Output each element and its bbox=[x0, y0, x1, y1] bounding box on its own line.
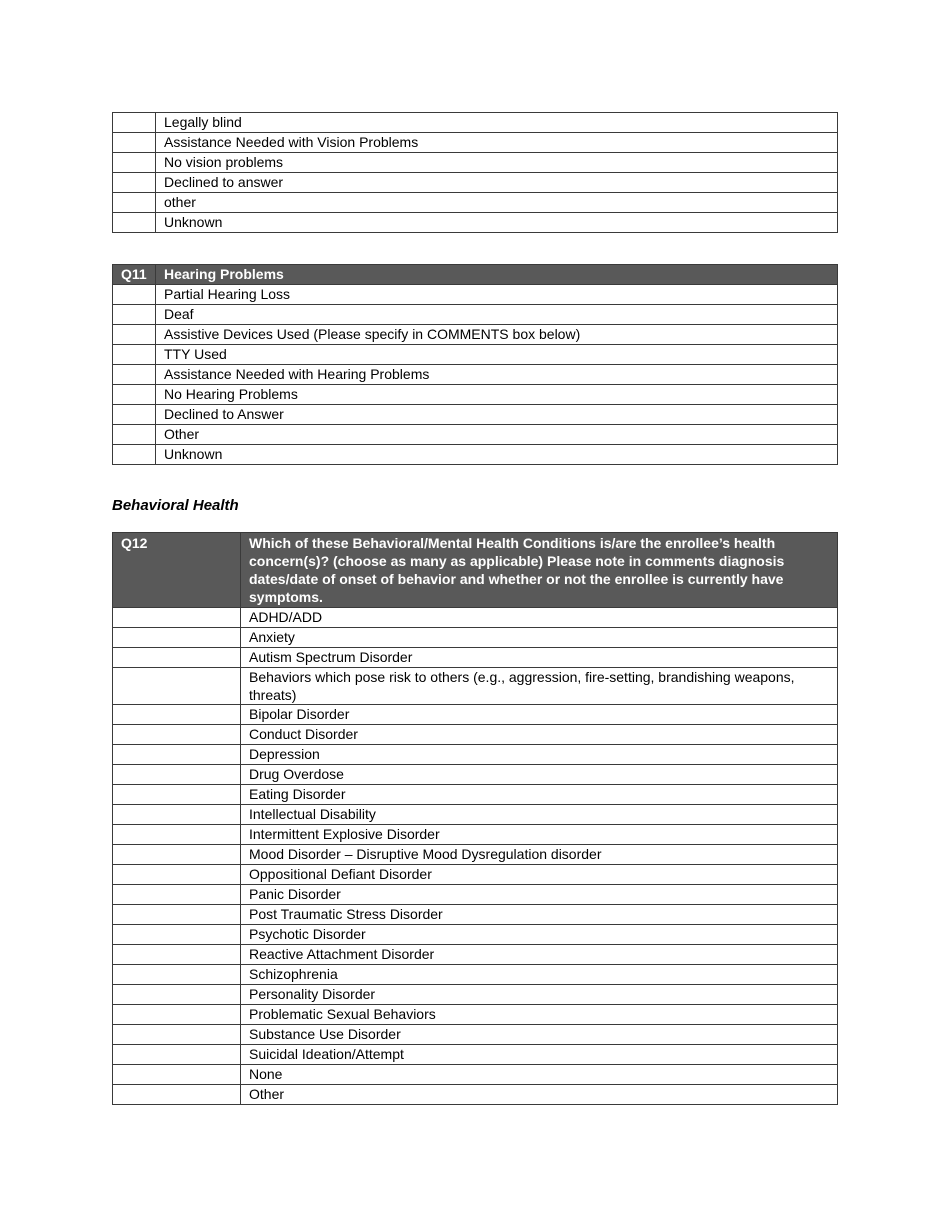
option-label: Suicidal Ideation/Attempt bbox=[241, 1045, 838, 1065]
option-label: No Hearing Problems bbox=[156, 385, 838, 405]
option-row bbox=[113, 648, 838, 668]
option-row bbox=[113, 725, 838, 745]
option-row bbox=[113, 1025, 838, 1045]
option-row bbox=[113, 1045, 838, 1065]
option-row bbox=[113, 173, 838, 193]
option-row bbox=[113, 1005, 838, 1025]
option-label: Mood Disorder – Disruptive Mood Dysregulation disorder bbox=[241, 845, 838, 865]
selection-cell[interactable] bbox=[113, 628, 241, 648]
selection-cell[interactable] bbox=[113, 285, 156, 305]
option-label: Partial Hearing Loss bbox=[156, 285, 838, 305]
option-row bbox=[113, 825, 838, 845]
vision-problems-table bbox=[112, 112, 838, 233]
selection-cell[interactable] bbox=[113, 1085, 241, 1105]
selection-cell[interactable] bbox=[113, 925, 241, 945]
option-label: Eating Disorder bbox=[241, 785, 838, 805]
q12-header-row bbox=[113, 533, 838, 608]
option-row bbox=[113, 705, 838, 725]
option-label: None bbox=[241, 1065, 838, 1085]
selection-cell[interactable] bbox=[113, 608, 241, 628]
selection-cell[interactable] bbox=[113, 765, 241, 785]
option-label: other bbox=[156, 193, 838, 213]
selection-cell[interactable] bbox=[113, 385, 156, 405]
option-row bbox=[113, 285, 838, 305]
selection-cell[interactable] bbox=[113, 113, 156, 133]
option-label: Bipolar Disorder bbox=[241, 705, 838, 725]
selection-cell[interactable] bbox=[113, 705, 241, 725]
option-label: Intermittent Explosive Disorder bbox=[241, 825, 838, 845]
option-label: No vision problems bbox=[156, 153, 838, 173]
selection-cell[interactable] bbox=[113, 345, 156, 365]
option-row bbox=[113, 845, 838, 865]
option-row bbox=[113, 905, 838, 925]
option-row bbox=[113, 608, 838, 628]
option-label: Other bbox=[241, 1085, 838, 1105]
selection-cell[interactable] bbox=[113, 805, 241, 825]
selection-cell[interactable] bbox=[113, 1065, 241, 1085]
option-row bbox=[113, 325, 838, 345]
selection-cell[interactable] bbox=[113, 905, 241, 925]
option-row bbox=[113, 405, 838, 425]
option-row bbox=[113, 765, 838, 785]
question-number: Q11 bbox=[113, 265, 156, 285]
selection-cell[interactable] bbox=[113, 305, 156, 325]
option-label: Problematic Sexual Behaviors bbox=[241, 1005, 838, 1025]
option-row bbox=[113, 628, 838, 648]
hearing-header-row bbox=[113, 265, 838, 285]
option-label: ADHD/ADD bbox=[241, 608, 838, 628]
selection-cell[interactable] bbox=[113, 965, 241, 985]
option-row bbox=[113, 193, 838, 213]
option-label: Depression bbox=[241, 745, 838, 765]
selection-cell[interactable] bbox=[113, 133, 156, 153]
option-label: Panic Disorder bbox=[241, 885, 838, 905]
option-row bbox=[113, 213, 838, 233]
behavioral-conditions-table bbox=[112, 532, 838, 1105]
option-row bbox=[113, 113, 838, 133]
option-label: Declined to answer bbox=[156, 173, 838, 193]
selection-cell[interactable] bbox=[113, 825, 241, 845]
option-row bbox=[113, 153, 838, 173]
option-label: Assistance Needed with Vision Problems bbox=[156, 133, 838, 153]
selection-cell[interactable] bbox=[113, 885, 241, 905]
selection-cell[interactable] bbox=[113, 365, 156, 385]
option-row bbox=[113, 345, 838, 365]
option-row bbox=[113, 1085, 838, 1105]
option-row bbox=[113, 385, 838, 405]
option-label: TTY Used bbox=[156, 345, 838, 365]
option-row bbox=[113, 668, 838, 705]
option-label: Post Traumatic Stress Disorder bbox=[241, 905, 838, 925]
selection-cell[interactable] bbox=[113, 213, 156, 233]
option-label: Schizophrenia bbox=[241, 965, 838, 985]
selection-cell[interactable] bbox=[113, 193, 156, 213]
selection-cell[interactable] bbox=[113, 945, 241, 965]
option-label: Autism Spectrum Disorder bbox=[241, 648, 838, 668]
selection-cell[interactable] bbox=[113, 745, 241, 765]
selection-cell[interactable] bbox=[113, 985, 241, 1005]
selection-cell[interactable] bbox=[113, 1045, 241, 1065]
option-label: Deaf bbox=[156, 305, 838, 325]
option-row bbox=[113, 445, 838, 465]
option-row bbox=[113, 885, 838, 905]
option-label: Anxiety bbox=[241, 628, 838, 648]
option-row bbox=[113, 805, 838, 825]
selection-cell[interactable] bbox=[113, 1005, 241, 1025]
selection-cell[interactable] bbox=[113, 173, 156, 193]
option-label: Psychotic Disorder bbox=[241, 925, 838, 945]
question-text: Which of these Behavioral/Mental Health Conditions is/are the enrollee’s health concern(s)? (choose as many as applicable) Please note in comments diagnosis dates/date of onset of behavior and whether or not the enrollee is currently have symptoms. bbox=[241, 533, 838, 608]
option-row bbox=[113, 133, 838, 153]
selection-cell[interactable] bbox=[113, 648, 241, 668]
selection-cell[interactable] bbox=[113, 1025, 241, 1045]
option-label: Assistance Needed with Hearing Problems bbox=[156, 365, 838, 385]
option-label: Personality Disorder bbox=[241, 985, 838, 1005]
option-label: Intellectual Disability bbox=[241, 805, 838, 825]
option-row bbox=[113, 925, 838, 945]
selection-cell[interactable] bbox=[113, 785, 241, 805]
option-label: Behaviors which pose risk to others (e.g., aggression, fire-setting, brandishing weapons, threats) bbox=[241, 668, 838, 705]
option-label: Declined to Answer bbox=[156, 405, 838, 425]
option-row bbox=[113, 305, 838, 325]
selection-cell[interactable] bbox=[113, 668, 241, 705]
option-label: Other bbox=[156, 425, 838, 445]
selection-cell[interactable] bbox=[113, 865, 241, 885]
question-title: Hearing Problems bbox=[156, 265, 838, 285]
option-row bbox=[113, 1065, 838, 1085]
option-row bbox=[113, 965, 838, 985]
option-row bbox=[113, 365, 838, 385]
section-heading-behavioral-health: Behavioral Health bbox=[112, 497, 239, 514]
question-number: Q12 bbox=[113, 533, 241, 608]
option-row bbox=[113, 865, 838, 885]
selection-cell[interactable] bbox=[113, 845, 241, 865]
option-label: Conduct Disorder bbox=[241, 725, 838, 745]
selection-cell[interactable] bbox=[113, 725, 241, 745]
option-label: Reactive Attachment Disorder bbox=[241, 945, 838, 965]
option-row bbox=[113, 785, 838, 805]
hearing-problems-table bbox=[112, 264, 838, 465]
option-label: Assistive Devices Used (Please specify in COMMENTS box below) bbox=[156, 325, 838, 345]
selection-cell[interactable] bbox=[113, 325, 156, 345]
option-row bbox=[113, 425, 838, 445]
selection-cell[interactable] bbox=[113, 425, 156, 445]
option-row bbox=[113, 945, 838, 965]
selection-cell[interactable] bbox=[113, 153, 156, 173]
option-label: Legally blind bbox=[156, 113, 838, 133]
option-label: Unknown bbox=[156, 213, 838, 233]
selection-cell[interactable] bbox=[113, 445, 156, 465]
option-row bbox=[113, 985, 838, 1005]
selection-cell[interactable] bbox=[113, 405, 156, 425]
option-label: Oppositional Defiant Disorder bbox=[241, 865, 838, 885]
option-label: Unknown bbox=[156, 445, 838, 465]
option-row bbox=[113, 745, 838, 765]
option-label: Substance Use Disorder bbox=[241, 1025, 838, 1045]
option-label: Drug Overdose bbox=[241, 765, 838, 785]
